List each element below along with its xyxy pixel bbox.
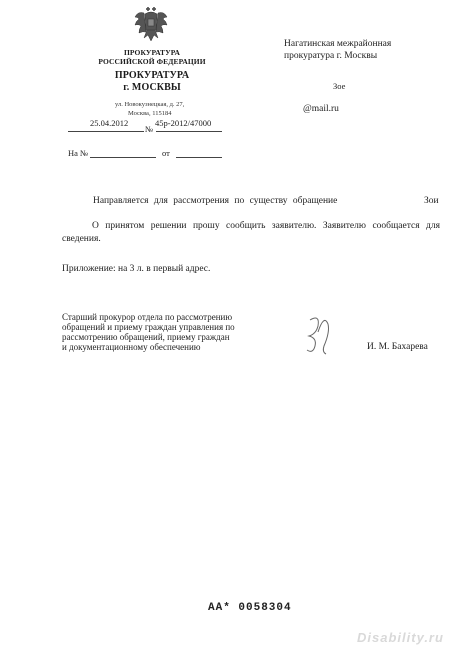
body-paragraph-1-name: Зои [424, 196, 439, 206]
address-line1: ул. Новокузнецкая, д. 27, [115, 101, 185, 108]
sub-org-line1: ПРОКУРАТУРА [114, 70, 190, 81]
org-title-line2: РОССИЙСКОЙ ФЕДЕРАЦИИ [98, 57, 206, 66]
recipient-line2: прокуратура г. Москвы [284, 51, 378, 61]
registration-number: 45р-2012/47000 [155, 118, 212, 128]
serial-number: АА* 0058304 [208, 602, 292, 614]
recipient-name: Зое [333, 81, 346, 91]
signer-title-line2: обращений и приему граждан управления по [62, 322, 235, 332]
recipient-line1: Нагатинская межрайонная [284, 39, 392, 49]
body-paragraph-2: О принятом решении прошу сообщить заявителю. Заявителю сообщается для сведения. [62, 221, 440, 244]
attachment-note: Приложение: на 3 л. в первый адрес. [62, 264, 211, 274]
address-line2: Москва, 115184 [128, 110, 172, 117]
recipient-email: @mail.ru [303, 104, 339, 114]
sub-org-line2: г. МОСКВЫ [123, 82, 181, 93]
signer-title-line4: и документационному обеспечению [62, 342, 201, 352]
letter-date: 25.04.2012 [90, 118, 129, 128]
date-underline [68, 131, 144, 132]
signer-title-line3: рассмотрению обращений, приему граждан [62, 332, 230, 342]
signer-title-line1: Старший прокурор отдела по рассмотрению [62, 312, 233, 322]
coat-of-arms-emblem [133, 6, 169, 46]
handwritten-signature [302, 312, 336, 362]
org-title-line1: ПРОКУРАТУРА [123, 48, 181, 57]
number-sign: № [145, 124, 154, 134]
number-underline [156, 131, 222, 132]
reference-from-label: от [162, 148, 170, 158]
signer-name: И. М. Бахарева [367, 342, 428, 352]
reference-date-line [176, 157, 222, 158]
body-paragraph-1: Направляется для рассмотрения по существу обращение [93, 196, 338, 206]
reference-number-line [90, 157, 156, 158]
site-watermark: Disability.ru [357, 630, 444, 645]
reference-label: На № [68, 148, 89, 158]
